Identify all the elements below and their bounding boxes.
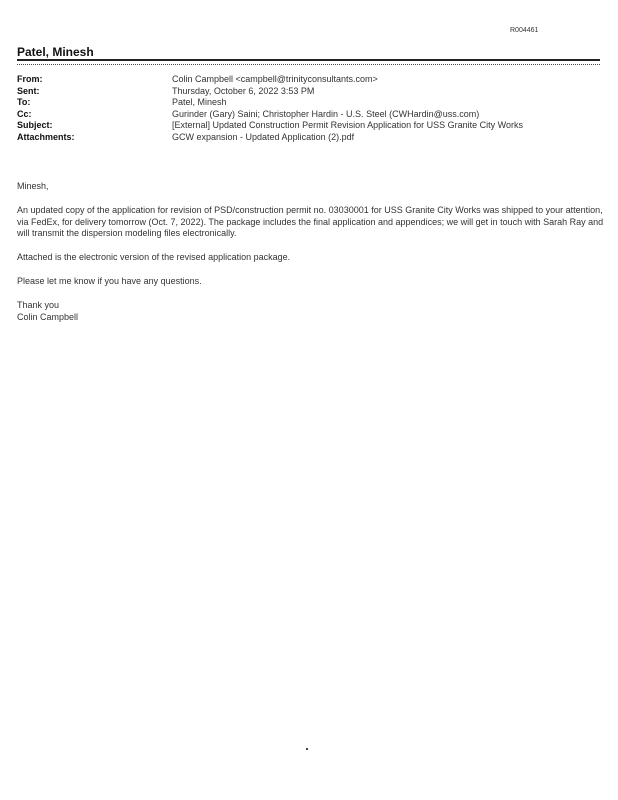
attachments-row bbox=[17, 132, 607, 144]
closing: Thank you bbox=[17, 300, 60, 310]
greeting: Minesh, bbox=[17, 181, 49, 191]
cc-label: Cc: bbox=[17, 108, 32, 119]
from-label: From: bbox=[17, 74, 43, 84]
subject-value: [External] Updated Construction Permit Revision Application for USS Granite City Works bbox=[172, 120, 523, 130]
attachments-label: Attachments: bbox=[17, 131, 75, 142]
from-value: Colin Campbell <campbell@trinityconsultants.com> bbox=[172, 74, 378, 84]
from-row bbox=[17, 74, 607, 86]
subject-row bbox=[17, 120, 607, 132]
page-id: R004461 bbox=[510, 27, 539, 34]
subject-label: Subject: bbox=[17, 120, 53, 130]
sent-row bbox=[17, 86, 607, 98]
page-mark bbox=[306, 748, 308, 750]
to-label: To: bbox=[17, 97, 31, 107]
signature: Colin Campbell bbox=[17, 311, 79, 322]
attachments-value[interactable]: GCW expansion - Updated Application (2).pdf bbox=[172, 131, 355, 142]
to-value: Patel, Minesh bbox=[172, 97, 227, 107]
header-divider bbox=[17, 59, 600, 65]
sent-value: Thursday, October 6, 2022 3:53 PM bbox=[172, 85, 315, 96]
sent-label: Sent: bbox=[17, 85, 40, 96]
cc-row bbox=[17, 109, 607, 121]
email-body bbox=[17, 181, 607, 323]
to-row bbox=[17, 97, 607, 109]
email-headers bbox=[17, 74, 607, 143]
body-paragraph: Attached is the electronic version of the revised application package. bbox=[17, 252, 291, 262]
cc-value: Gurinder (Gary) Saini; Christopher Hardin - U.S. Steel (CWHardin@uss.com) bbox=[172, 108, 480, 119]
body-paragraph: Please let me know if you have any questions. bbox=[17, 276, 202, 286]
mailbox-owner: Patel, Minesh bbox=[17, 45, 94, 59]
body-paragraph: An updated copy of the application for revision of PSD/construction permit no. 03030001 for USS Granite City Works was shipped to your attention, via FedEx, for delivery tomorrow (Oct. 7, 2022). The package includes the final application and appendices; we will get in touch with Sarah Ray and will transmit the dispersion modeling files electronically. bbox=[17, 205, 604, 238]
